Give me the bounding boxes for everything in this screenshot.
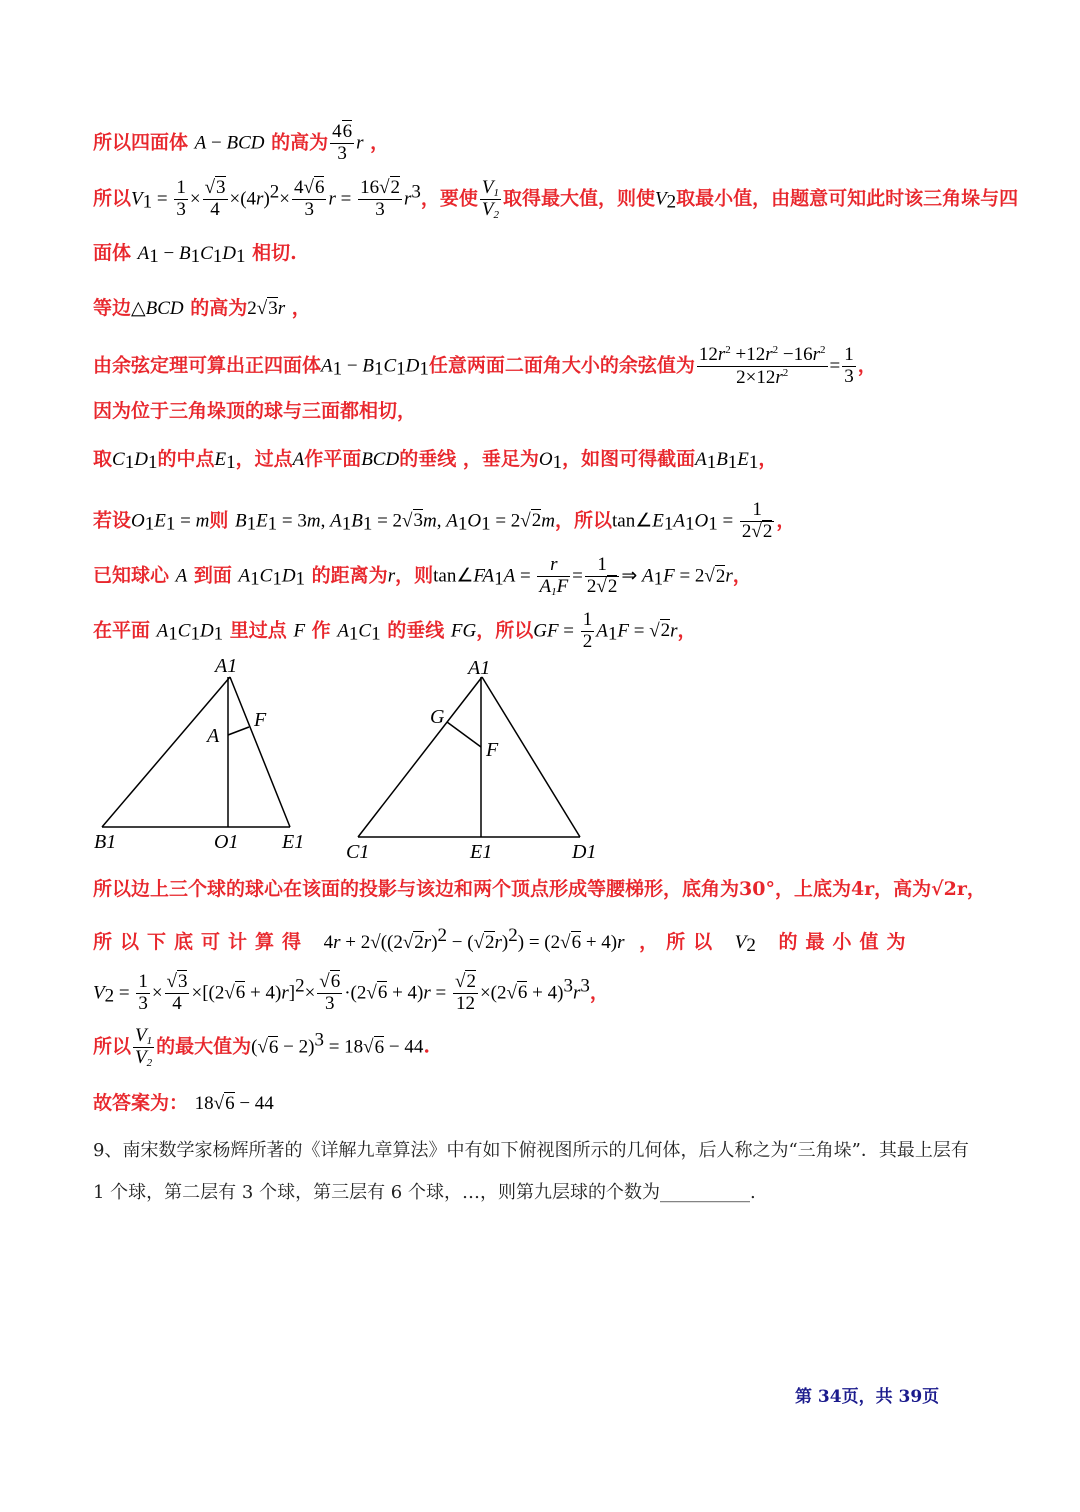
label-e1-right: E1 [470,841,493,863]
solution-line-10: 在平面 $A_1C_1D_1$ 里过点 F 作 $A_1C_1$ 的垂线 FG，所以GF = $\frac{1}{2}$ $A_1F = √2r$， [93,609,697,652]
solution-line-9: 已知球心 A 到面 $A_1C_1D_1$ 的距离为r，则$\tan\angle FA_1A$ = $\frac{r}{A_1F}$ = $\frac{1}{2√2}$ ⇒ $A_1F = 2√2r$， [93,554,752,598]
question-line-1: 9、南宋数学家杨辉所著的《详解九章算法》中有如下俯视图所示的几何体，后人称之为“三角垛”．其最上层有 [93,1140,969,1161]
solution-line-1: 所以四面体 A − BCD 的高为 $\frac{46}{3}$ r ， [93,121,390,164]
solution-line-7: 取$C_1D_1$的中点$E_1$，过点A作平面BCD的垂线 ，垂足为$O_1$，如图可得截面$A_1B_1E_1$， [93,448,778,473]
label-f-right: F [486,739,499,761]
solution-line-3: 面体 $A_1 - B_1C_1D_1$ 相切. [93,242,297,267]
label-d1: D1 [572,841,597,863]
solution-answer: 故答案为： 18√6 − 44 [93,1092,274,1114]
page-footer: 第 34页，共 39页 [795,1387,940,1407]
label-a1: A1 [215,655,238,677]
label-f: F [254,709,267,731]
question-line-2: 1 个球，第二层有 3 个球，第三层有 6 个球，…，则第九层球的个数为__________. [93,1182,756,1203]
solution-line-12: 所以下底可计算得 $4r + 2√((2√2r)^2 - (√2r)^2) = (2√6 + 4)r$ ，所以 $V_2$ 的最小值为 [93,925,914,956]
solution-line-4: 等边△BCD 的高为2√3r ， [93,297,311,319]
label-c1: C1 [346,841,370,863]
triangle-figure-right [340,652,610,867]
solution-line-14: 所以 $\frac{V_1}{V_2}$ 的最大值为$(√6 - 2)^3 = 18√6 - 44$. [93,1025,430,1070]
solution-line-13: $V_2$ = $\frac{1}{3}$ × $\frac{√3}{4}$ $\times[(2√6 + 4)r]^2\times$ $\frac{√6}{3}$ ·(2√6 + 4)r = $\frac{√2}{12}$ $\times(2√6 + 4)^3r^3$， [93,971,609,1014]
label-o1: O1 [214,831,239,853]
solution-line-11: 所以边上三个球的球心在该面的投影与该边和两个顶点形成等腰梯形，底角为30°，上底为4r，高为√2r， [93,878,986,900]
label-a: A [207,725,220,747]
solution-line-8: 若设$O_1E_1 = m$则 $B_1E_1 = 3m$, $A_1B_1 = 2√3m$, $A_1O_1 = 2√2m$，所以$\tan\angle E_1A_1O_1$ = $\frac{1}{2√2}$ ， [93,499,796,542]
label-e1: E1 [282,831,305,853]
solution-line-6: 因为位于三角垛顶的球与三面都相切， [93,400,417,422]
solution-line-5: 由余弦定理可算出正四面体$A_1 - B_1C_1D_1$任意两面二面角大小的余弦值为 $\frac{12r^2 +12r^2 -16r^2}{2\times 12r^2}$ = $\frac{1}{3}$ ， [93,344,877,388]
label-a1-right: A1 [468,657,491,679]
label-b1: B1 [94,831,117,853]
solution-line-2: 所以$V_1$ = $\frac{1}{3}$ × $\frac{√3}{4}$ $\times(4r)^2\times$ $\frac{4√6}{3}$ r = $\frac{16√2}{3}$ $r^3$，要使 $\frac{V_1}{V_2}$ 取得最大值，则使$V_2$取最小值，由题意可知此时该三角垛与四 [93,177,1019,222]
label-g: G [430,706,445,728]
triangle-figure-left [90,652,320,857]
